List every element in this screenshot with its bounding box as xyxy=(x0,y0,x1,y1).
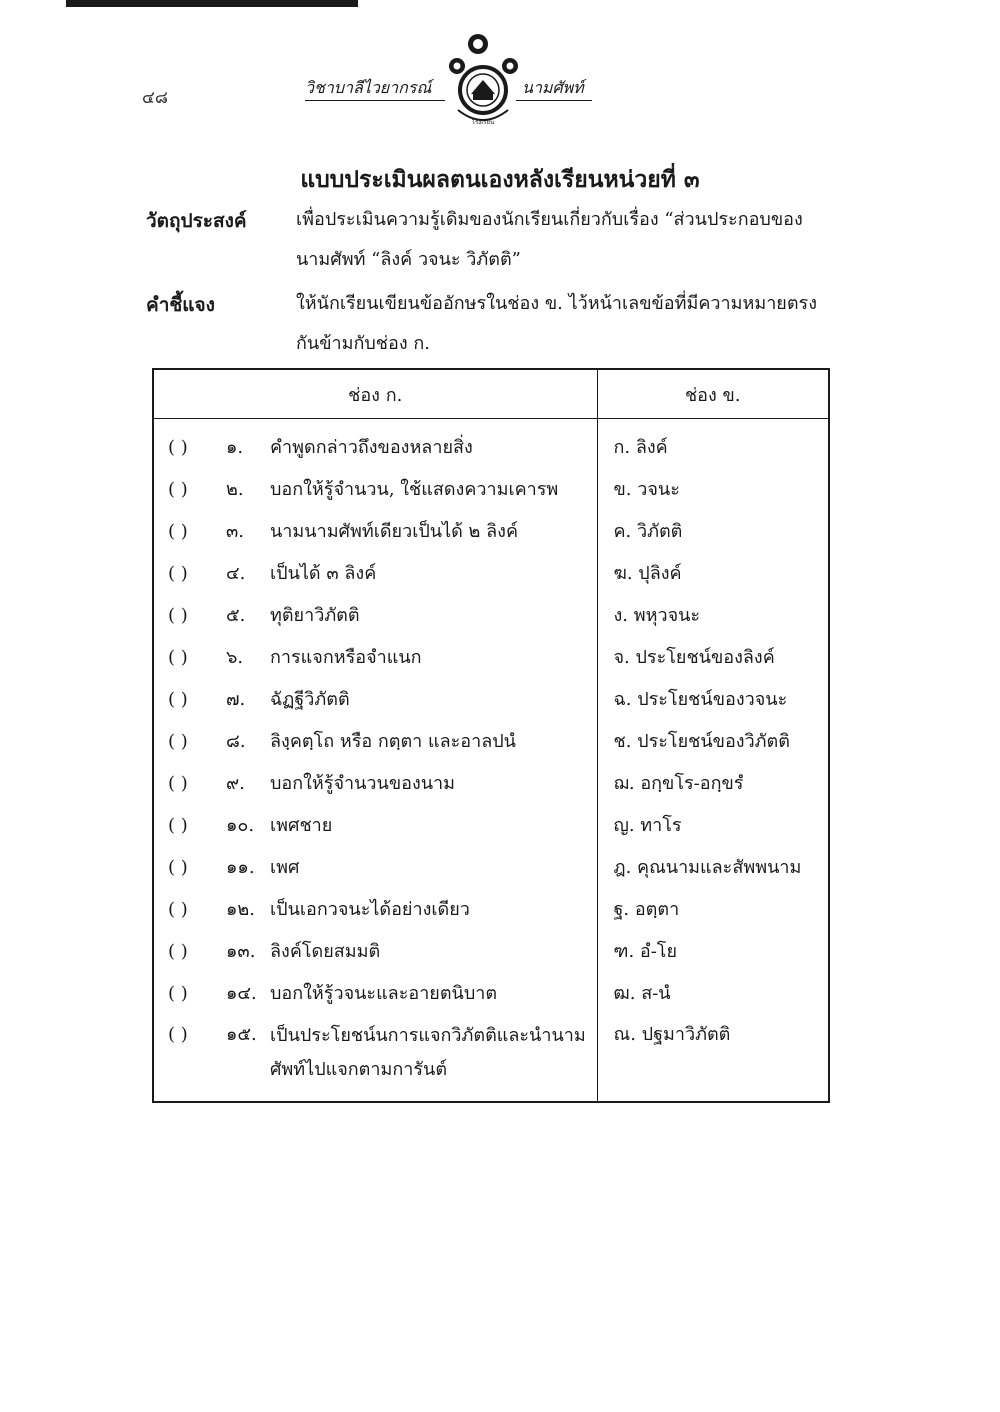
item-cell xyxy=(153,971,597,1013)
table-row xyxy=(153,593,829,635)
answer-blank[interactable]: ( ) xyxy=(168,982,188,1004)
header-underline-right xyxy=(516,100,592,101)
item-cell xyxy=(153,677,597,719)
item-text: คำพูดกล่าวถึงของหลายสิ่ง xyxy=(270,436,473,458)
item-number: ๙. xyxy=(226,772,245,794)
answer-blank[interactable]: ( ) xyxy=(168,646,188,668)
school-emblem-logo xyxy=(444,30,524,134)
choice-cell: ฎ. คุณนามและสัพพนาม xyxy=(613,856,802,878)
item-text: การแจกหรือจำแนก xyxy=(270,646,422,668)
column-a-header: ช่อง ก. xyxy=(153,369,597,419)
matching-table xyxy=(152,368,830,1103)
header-underline-left xyxy=(305,100,445,101)
item-text: บอกให้รู้จำนวน, ใช้แสดงความเคารพ xyxy=(270,478,559,500)
header-chapter-title: นามศัพท์ xyxy=(522,78,584,97)
column-b-header: ช่อง ข. xyxy=(597,369,829,419)
choice-cell: จ. ประโยชน์ของลิงค์ xyxy=(613,646,775,668)
choice-cell: ฆ. ปุลิงค์ xyxy=(613,562,682,584)
item-number: ๑๔. xyxy=(226,982,257,1004)
item-cell xyxy=(153,551,597,593)
choice-cell: ฑ. อํ-โย xyxy=(613,940,677,962)
item-text: เป็นเอกวจนะได้อย่างเดียว xyxy=(270,898,470,920)
answer-blank[interactable]: ( ) xyxy=(168,772,188,794)
choice-cell: ง. พหุวจนะ xyxy=(613,604,701,626)
item-cell xyxy=(153,761,597,803)
page-number: ๔๘ xyxy=(142,88,168,108)
item-text: เพศชาย xyxy=(270,814,333,836)
table-row xyxy=(153,803,829,845)
item-cell xyxy=(153,887,597,929)
page-title: แบบประเมินผลตนเองหลังเรียนหน่วยที่ ๓ xyxy=(300,166,700,193)
item-number: ๕. xyxy=(226,604,246,626)
choice-cell: ฐ. อตฺตา xyxy=(613,898,680,920)
table-row xyxy=(153,635,829,677)
item-number: ๖. xyxy=(226,646,244,668)
item-cell xyxy=(153,719,597,761)
item-number: ๑๕. xyxy=(226,1024,257,1045)
item-number: ๒. xyxy=(226,478,244,500)
answer-blank[interactable]: ( ) xyxy=(168,898,188,920)
answer-blank[interactable]: ( ) xyxy=(168,436,188,458)
item-number: ๑๑. xyxy=(226,856,255,878)
item-text: บอกให้รู้วจนะและอายตนิบาต xyxy=(270,982,498,1004)
table-row xyxy=(153,467,829,509)
answer-blank[interactable]: ( ) xyxy=(168,730,188,752)
answer-blank[interactable]: ( ) xyxy=(168,856,188,878)
answer-blank[interactable]: ( ) xyxy=(168,688,188,710)
item-number: ๑๒. xyxy=(226,898,256,920)
top-edge-bar xyxy=(66,0,358,7)
table-row xyxy=(153,1013,829,1102)
table-row xyxy=(153,971,829,1013)
item-text: ทุติยาวิภัตติ xyxy=(270,604,360,626)
item-text: นามนามศัพท์เดียวเป็นได้ ๒ ลิงค์ xyxy=(270,520,519,542)
instruction-label: คำชี้แจง xyxy=(146,294,215,316)
item-cell xyxy=(153,509,597,551)
table-row xyxy=(153,929,829,971)
item-text: ลิงฺคตฺโถ หรือ กตฺตา และอาลปนํ xyxy=(270,730,516,752)
item-number: ๔. xyxy=(226,562,246,584)
item-number: ๓. xyxy=(226,520,245,542)
item-text: บอกให้รู้จำนวนของนาม xyxy=(270,772,456,794)
header-subject-title: วิชาบาลีไวยากรณ์ xyxy=(305,78,432,97)
choice-cell: ฉ. ประโยชน์ของวจนะ xyxy=(613,688,788,710)
item-text: ฉัฏฐีวิภัตติ xyxy=(270,688,350,710)
answer-blank[interactable]: ( ) xyxy=(168,520,188,542)
choice-cell: ข. วจนะ xyxy=(613,478,680,500)
choice-cell: ค. วิภัตติ xyxy=(613,520,683,542)
item-text: เพศ xyxy=(270,856,300,878)
table-row xyxy=(153,509,829,551)
item-number: ๘. xyxy=(226,730,246,752)
objective-label: วัตถุประสงค์ xyxy=(146,210,247,232)
instruction-text: ให้นักเรียนเขียนข้ออักษรในช่อง ข. ไว้หน้าเลขข้อที่มีความหมายตรงกันข้ามกับช่อง ก. xyxy=(296,293,817,354)
table-row xyxy=(153,761,829,803)
item-text: ลิงค์โดยสมมติ xyxy=(270,940,381,962)
item-number: ๑๐. xyxy=(226,814,255,836)
item-text: เป็นได้ ๓ ลิงค์ xyxy=(270,562,377,584)
choice-cell: ก. ลิงค์ xyxy=(613,436,668,458)
answer-blank[interactable]: ( ) xyxy=(168,562,188,584)
objective-text: เพื่อประเมินความรู้เดิมของนักเรียนเกี่ยวกับเรื่อง “ส่วนประกอบของนามศัพท์ “ลิงค์ วจนะ วิภัตติ” xyxy=(296,209,803,270)
item-cell xyxy=(153,419,597,468)
choice-cell: ณ. ปฐมาวิภัตติ xyxy=(613,1024,731,1045)
item-number: ๗. xyxy=(226,688,246,710)
table-row xyxy=(153,551,829,593)
table-row xyxy=(153,719,829,761)
item-cell xyxy=(153,593,597,635)
choice-cell: ช. ประโยชน์ของวิภัตติ xyxy=(613,730,790,752)
answer-blank[interactable]: ( ) xyxy=(168,478,188,500)
item-cell xyxy=(153,1013,597,1102)
item-number: ๑. xyxy=(226,436,244,458)
answer-blank[interactable]: ( ) xyxy=(168,940,188,962)
table-row xyxy=(153,419,829,468)
choice-cell: ญ. ทาโร xyxy=(613,814,682,836)
item-number: ๑๓. xyxy=(226,940,256,962)
answer-blank[interactable]: ( ) xyxy=(168,814,188,836)
answer-blank[interactable]: ( ) xyxy=(168,604,188,626)
item-cell xyxy=(153,635,597,677)
emblem-text: โรงเรียน xyxy=(471,119,495,126)
choice-cell: ฒ. ส-นํ xyxy=(613,982,671,1004)
table-row xyxy=(153,887,829,929)
choice-cell: ฌ. อกฺขโร-อกฺขรํ xyxy=(613,772,744,794)
item-text: เป็นประโยชน์นการแจกวิภัตติและนำนามศัพท์ไปแจกตามการันต์ xyxy=(270,1025,586,1080)
item-cell xyxy=(153,929,597,971)
item-cell xyxy=(153,803,597,845)
item-cell xyxy=(153,467,597,509)
table-row xyxy=(153,845,829,887)
table-row xyxy=(153,677,829,719)
answer-blank[interactable]: ( ) xyxy=(168,1024,188,1045)
item-cell xyxy=(153,845,597,887)
